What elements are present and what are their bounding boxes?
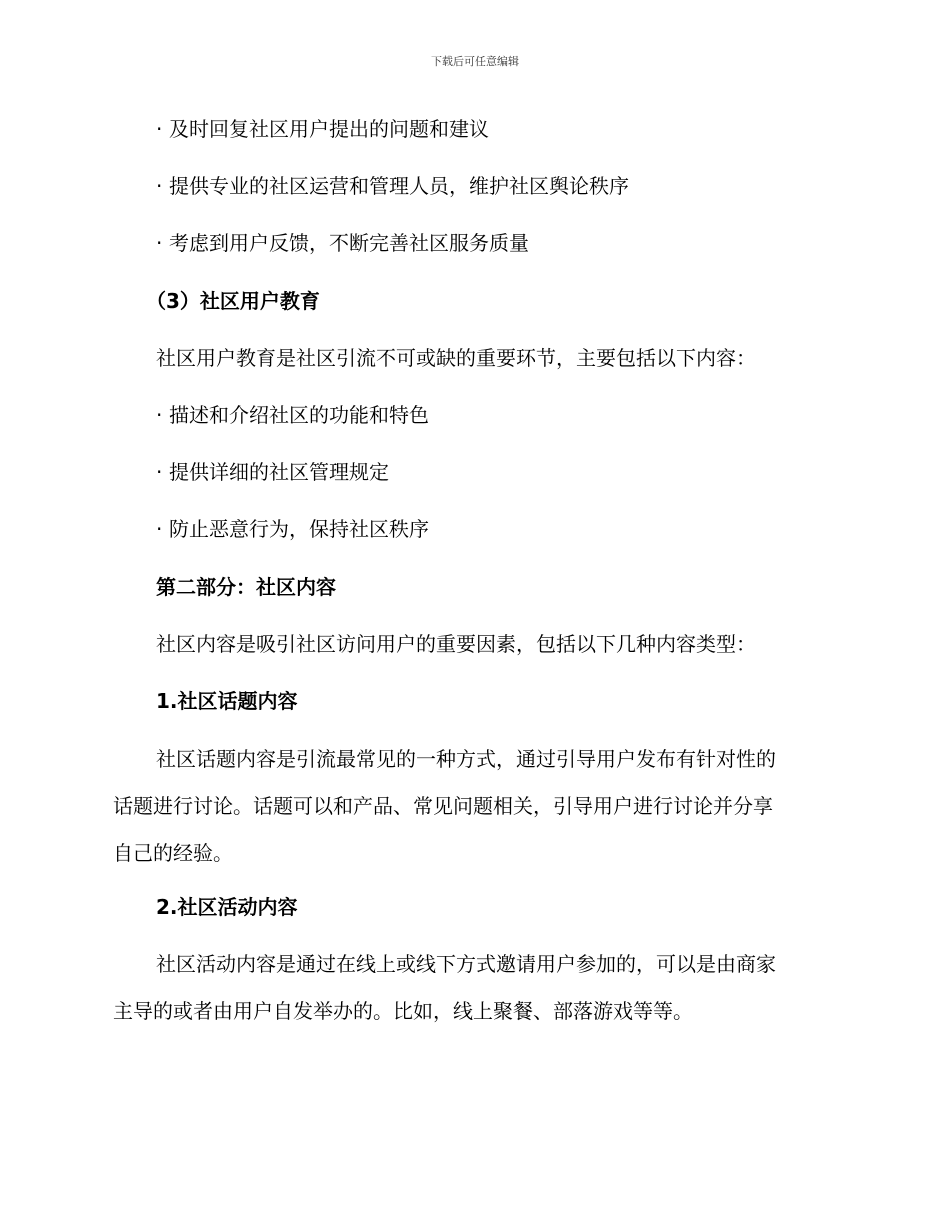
section-2-heading: 2.社区活动内容: [156, 895, 298, 919]
part-2-heading: 第二部分：社区内容: [156, 575, 336, 599]
paragraph-line: 社区活动内容是通过在线上或线下方式邀请用户参加的，可以是由商家: [156, 952, 776, 976]
paragraph-line: 社区话题内容是引流最常见的一种方式，通过引导用户发布有针对性的: [156, 747, 776, 771]
list-item: [156, 228, 529, 258]
list-item: [156, 457, 389, 487]
section-1-heading: 1.社区话题内容: [156, 689, 298, 713]
bullet-dot: ·: [156, 174, 163, 198]
paragraph-line: 主导的或者由用户自发举办的。比如，线上聚餐、部落游戏等等。: [113, 999, 693, 1023]
list-item-text: 防止恶意行为，保持社区秩序: [169, 517, 429, 541]
list-item-text: 描述和介绍社区的功能和特色: [169, 403, 429, 427]
list-item-text: 提供专业的社区运营和管理人员，维护社区舆论秩序: [169, 174, 629, 198]
list-item: [156, 400, 429, 430]
bullet-dot: ·: [156, 231, 163, 255]
header-note: 下载后可任意编辑: [431, 55, 519, 68]
part-2-intro: 社区内容是吸引社区访问用户的重要因素，包括以下几种内容类型：: [156, 632, 756, 656]
list-item: [156, 171, 629, 201]
list-item-text: 考虑到用户反馈，不断完善社区服务质量: [169, 231, 529, 255]
bullet-dot: ·: [156, 403, 163, 427]
list-item: [156, 514, 429, 544]
bullet-dot: ·: [156, 460, 163, 484]
section-3-intro: 社区用户教育是社区引流不可或缺的重要环节，主要包括以下内容：: [156, 346, 756, 370]
paragraph-line: 自己的经验。: [113, 841, 233, 865]
bullet-dot: ·: [156, 517, 163, 541]
section-heading-3: （3）社区用户教育: [146, 289, 320, 313]
bullet-dot: ·: [156, 117, 163, 141]
list-item-text: 提供详细的社区管理规定: [169, 460, 389, 484]
list-item: [156, 114, 489, 144]
list-item-text: 及时回复社区用户提出的问题和建议: [169, 117, 489, 141]
paragraph-line: 话题进行讨论。话题可以和产品、常见问题相关，引导用户进行讨论并分享: [113, 794, 773, 818]
